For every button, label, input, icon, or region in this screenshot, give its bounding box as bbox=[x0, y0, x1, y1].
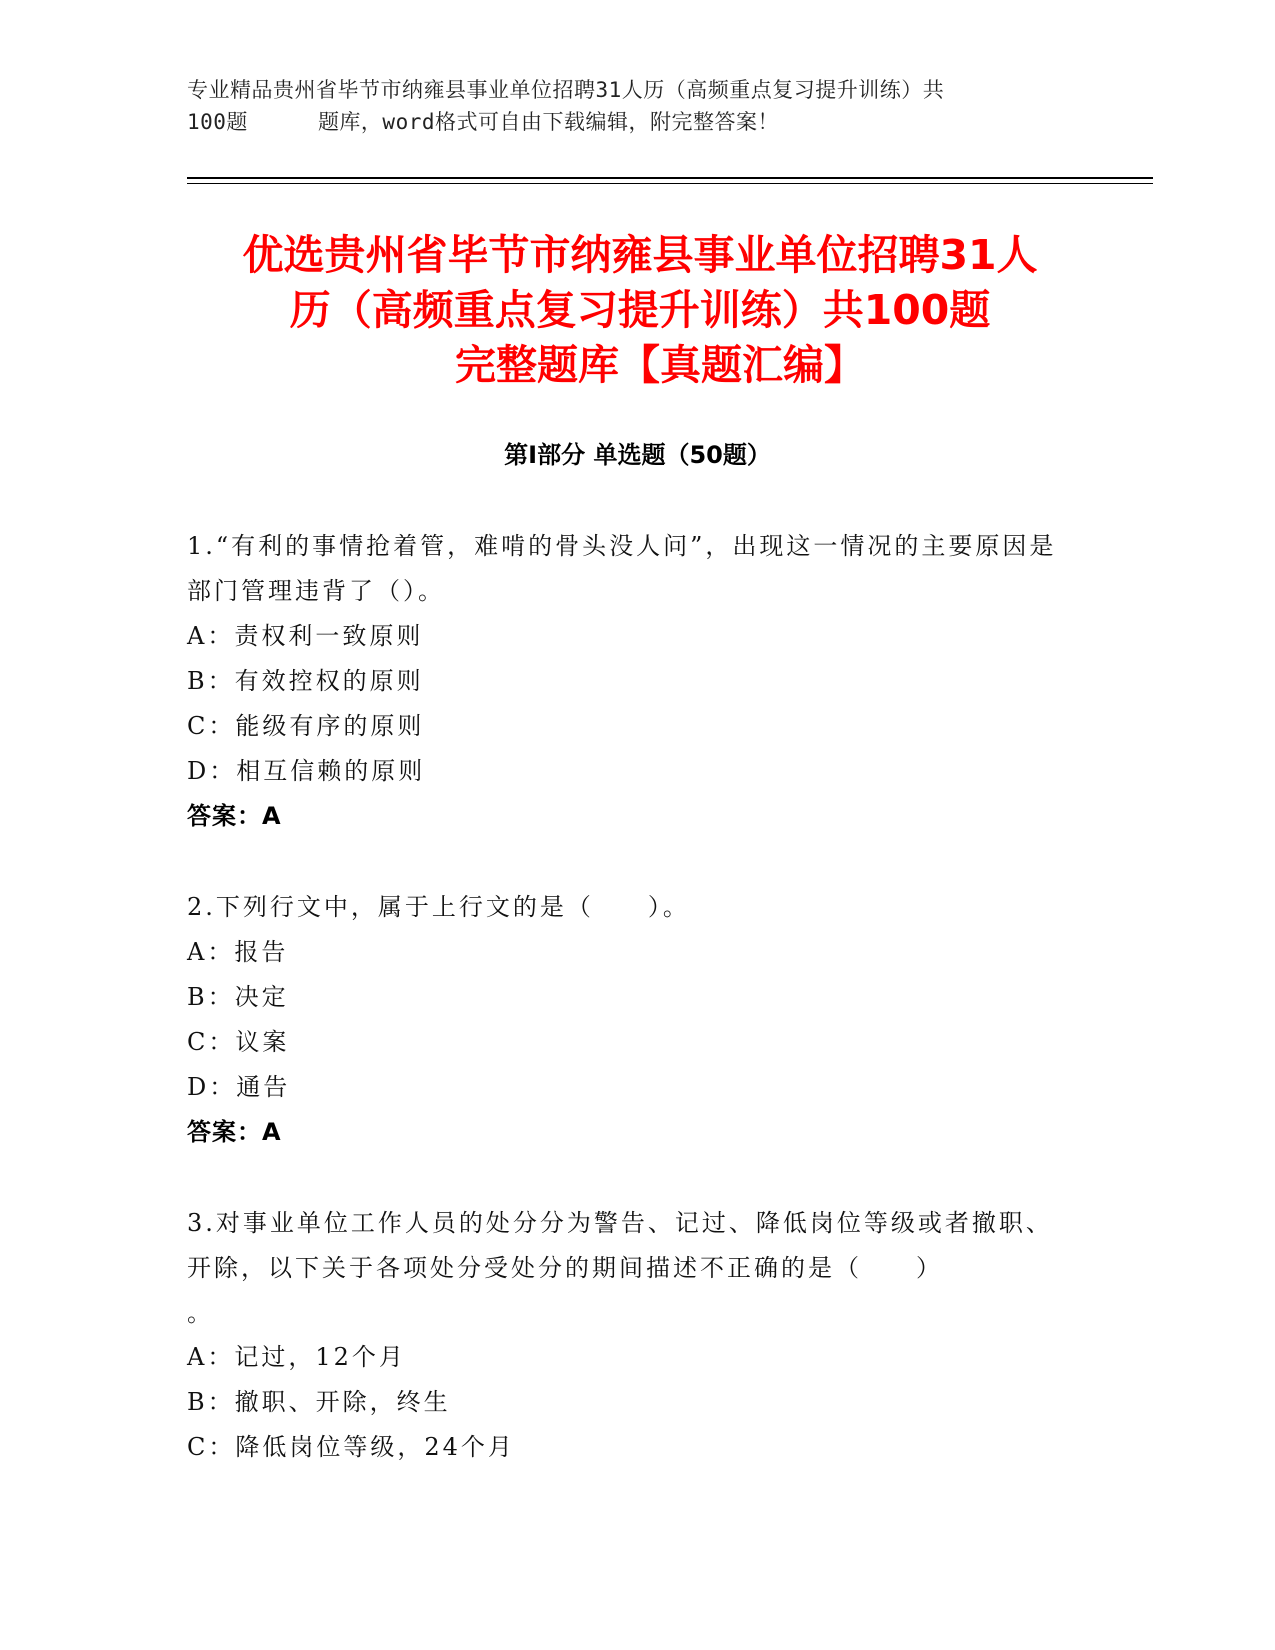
option-a: A：报告 bbox=[187, 938, 289, 966]
option-c: C：议案 bbox=[187, 1028, 290, 1056]
option-b: B：有效控权的原则 bbox=[187, 667, 424, 695]
title-line-3: 完整题库【真题汇编】 bbox=[455, 341, 865, 389]
question-2 bbox=[187, 885, 1067, 1155]
document-title bbox=[180, 228, 1100, 393]
header-line-2-left: 100题 bbox=[187, 110, 248, 134]
question-list bbox=[187, 524, 1067, 1516]
header-line-1: 专业精品贵州省毕节市纳雍县事业单位招聘31人历（高频重点复习提升训练）共 bbox=[187, 78, 945, 102]
option-b: B：撤职、开除，终生 bbox=[187, 1388, 451, 1416]
question-stem: 2.下列行文中，属于上行文的是（ ）。 bbox=[187, 893, 690, 921]
question-text bbox=[187, 1201, 1067, 1335]
header-rule-thick bbox=[187, 177, 1153, 179]
title-line-1: 优选贵州省毕节市纳雍县事业单位招聘31人 bbox=[242, 231, 1038, 279]
option-b: B：决定 bbox=[187, 983, 289, 1011]
question-stem-tail: 。 bbox=[187, 1299, 214, 1327]
section-title: 第I部分 单选题（50题） bbox=[504, 441, 771, 469]
question-text bbox=[187, 885, 1067, 930]
option-c: C：能级有序的原则 bbox=[187, 712, 425, 740]
option-a: A：责权利一致原则 bbox=[187, 622, 424, 650]
option-c: C：降低岗位等级，24个月 bbox=[187, 1433, 515, 1461]
question-1 bbox=[187, 524, 1067, 839]
option-a: A：记过，12个月 bbox=[187, 1343, 406, 1371]
header-note bbox=[187, 74, 1087, 138]
header-line-2-right: 题库，word格式可自由下载编辑，附完整答案！ bbox=[317, 110, 780, 134]
header-rule-thin bbox=[187, 183, 1153, 184]
option-d: D：通告 bbox=[187, 1073, 291, 1101]
question-stem: 3.对事业单位工作人员的处分分为警告、记过、降低岗位等级或者撤职、开除，以下关于各项处分受处分的期间描述不正确的是（ ） bbox=[187, 1209, 1053, 1282]
question-3 bbox=[187, 1201, 1067, 1470]
question-stem: 1.“有利的事情抢着管，难啃的骨头没人问”，出现这一情况的主要原因是部门管理违背了（）。 bbox=[187, 532, 1057, 605]
answer-label: 答案：A bbox=[187, 802, 282, 830]
answer-label: 答案：A bbox=[187, 1118, 282, 1146]
header-line-2 bbox=[187, 106, 1087, 138]
question-text bbox=[187, 524, 1067, 614]
title-line-2: 历（高频重点复习提升训练）共100题 bbox=[289, 286, 991, 334]
option-d: D：相互信赖的原则 bbox=[187, 757, 426, 785]
